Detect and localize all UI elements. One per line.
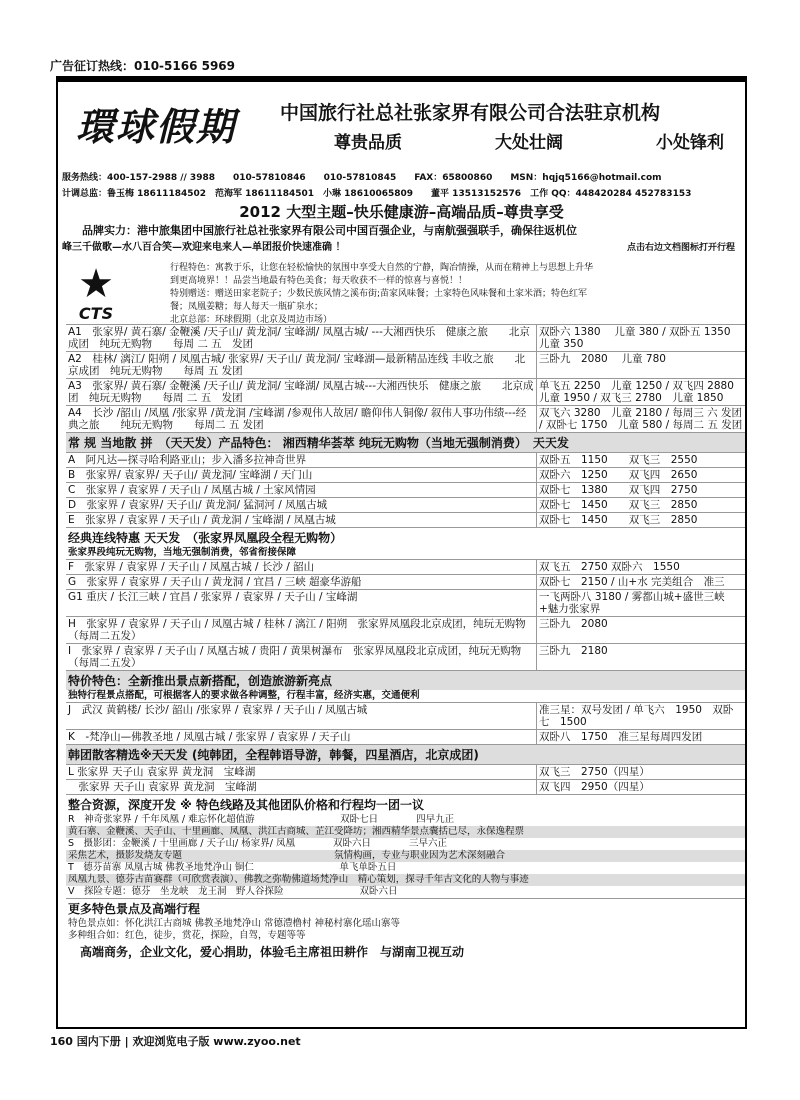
routes-list — [66, 324, 745, 961]
route-row: G1 重庆 / 长江三峡 / 宜昌 / 张家界 / 袁家界 / 天子山 / 宝峰湖 一飞两卧八 3180 / 雾都山城+盛世三峡+魅力张家界 — [66, 589, 745, 616]
logo: 環球假期 — [76, 104, 237, 149]
feature-line: 餐；凤凰姜糖；每人每天一瓶矿泉水； — [170, 302, 324, 312]
cts-text: CTS — [78, 304, 114, 323]
more-line: 特色景点如：怀化洪江古商城 佛教圣地梵净山 常德澧橹村 神秘村寨化瑶山寨等 — [68, 918, 401, 929]
more-line: 多种组合如：红色，徒步，赏花，探险，自驾，专题等等 — [68, 930, 306, 941]
company-name: 中国旅行社总社张家界有限公司合法驻京机构 — [280, 102, 661, 124]
open-itinerary-link[interactable]: 点击右边文档图标打开行程 — [626, 243, 735, 253]
section-title: 韩团散客精选※天天发 (纯韩团，全程韩语导游，韩餐，四星酒店，北京成团) — [66, 744, 745, 764]
route-row: F 张家界 / 袁家界 / 天子山 / 凤凰古城 / 长沙 / 韶山 双飞五 2750 双卧六 1550 — [66, 559, 745, 574]
route-row: C 张家界 / 袁家界 / 天子山 / 凤凰古城 / 土家风情园 双卧七 1380 双飞四 2750 — [66, 482, 745, 497]
route-row: 张家界 天子山 袁家界 黄龙洞 宝峰湖 双飞四 2950（四星） — [66, 779, 745, 794]
page-footer: 160 国内下册 | 欢迎浏览电子版 www.zyoo.net — [50, 1035, 301, 1048]
top-rule — [58, 78, 745, 82]
route-row: A2 桂林/ 漓江/ 阳朔 / 凤凰古城/ 张家界/ 天子山/ 黄龙洞/ 宝峰湖—最新精品连线 丰收之旅 北京成团 纯玩无购物 每周 五 发团 三卧九 2080 儿童 780 — [66, 351, 745, 378]
integrate-line: 凤凰九景、德芬古苗赛群（可欣赏表演）、佛教之弥勒佛道场梵净山 精心策划，探寻千年古文化的人物与事迹 — [66, 874, 745, 886]
main-title: 2012 大型主题–快乐健康游–高端品质–尊贵享受 — [239, 203, 564, 221]
route-row: L 张家界 天子山 袁家界 黄龙洞 宝峰湖 双飞三 2750（四星） — [66, 764, 745, 779]
section-title: 经典连线特惠 天天发 （张家界凤凰段全程无购物） — [66, 527, 745, 547]
section-title: 整合资源，深度开发 ※ 特色线路及其他团队价格和行程均一团一议 — [66, 794, 745, 814]
feature-line: 到更高境界！！品尝当地最有特色美食；每天收获不一样的惊喜与喜悦！！ — [170, 276, 468, 286]
route-row: K -梵净山—佛教圣地 / 凤凰古城 / 张家界 / 袁家界 / 天子山 双卧八 1750 准三星每周四发团 — [66, 729, 745, 744]
bottom-slogan: 高端商务，企业文化，爱心捐助，体验毛主席祖田耕作 与湖南卫视互动 — [80, 945, 465, 959]
route-row: A 阿凡达—探寻哈利路亚山；步入潘多拉神奇世界 双卧五 1150 双飞三 2550 — [66, 452, 745, 467]
features-block — [170, 262, 740, 327]
integrate-line: 黄石寨、金鞭溪、天子山、十里画廊、凤凰、洪江古商城、芷江受降坊；湘西精华景点囊括已尽，永保逸程票 — [66, 826, 745, 838]
slogan-item: 大处壮阔 — [495, 133, 563, 153]
slogan — [334, 128, 724, 153]
route-row: A4 长沙 /韶山 /凤凰 /张家界 /黄龙洞 /宝峰湖 /参观伟人故居/ 瞻仰伟人铜像/ 叙伟人事功伟绩---经典之旅 纯玩无购物 每周二 五 发团 双飞六 3280 儿童 2180 / 每周三 六 发团 / 双卧七 1750 儿童 580 / 每周二 五 发团 — [66, 405, 745, 432]
integrate-line: V 探险专题：德芬 坐龙峡 龙王洞 野人谷探险 双卧六日 — [68, 886, 398, 897]
section-subtitle: 独特行程景点搭配，可根据客人的要求做各种调整，行程丰富，经济实惠，交通便利 — [68, 690, 420, 701]
brand-strength: 品牌实力：港中旅集团中国旅行社总社张家界有限公司中国百强企业，与南航强强联手，确保往返机位 — [82, 224, 577, 237]
feature-line: 特别赠送：赠送田家老院子；少数民族风情之溪布街;苗家风味餐；土家特色风味餐和土家米酒；特色红军 — [170, 289, 588, 299]
contact-row: 服务热线：400-157-2988 // 3988 010-57810846 010-57810845 FAX：65800860 MSN：hqjq5166@hotmail.com — [62, 173, 662, 183]
ad-frame — [56, 76, 747, 1029]
section-subtitle: 张家界段纯玩无购物，当地无强制消费，邻省衔接保障 — [68, 547, 297, 558]
route-row: G 张家界 / 袁家界 / 天子山 / 黄龙洞 / 宜昌 / 三峡 超豪华游船 双卧七 2150 / 山+水 完美组合 准三 — [66, 574, 745, 589]
slogan-item: 小处锋利 — [656, 133, 724, 153]
feature-line: 北京总部：环球假期（北京及周边市场） — [170, 315, 333, 325]
integrate-line: T 德芬苗寨 凤凰古城 佛教圣地梵净山 铜仁 单飞单卧五日 — [68, 862, 397, 873]
section-title: 更多特色景点及高端行程 — [66, 898, 745, 918]
route-row: A3 张家界/ 黄石寨/ 金鞭溪 /天子山/ 黄龙洞/ 宝峰湖/ 凤凰古城---大湘西快乐 健康之旅 北京成团 纯玩无购物 每周 二 五 发团 单飞五 2250 儿童 1250 / 双飞四 2880 儿童 1950 / 双飞三 2780 儿童 1850 — [68, 380, 745, 404]
section-title: 常 规 当地散 拼 （天天发）产品特色： 湘西精华荟萃 纯玩无购物（当地无强制消费） 天天发 — [66, 432, 745, 452]
slogan-item: 尊贵品质 — [334, 133, 402, 153]
cts-logo — [68, 261, 124, 323]
section-title: 特价特色：全新推出景点新搭配，创造旅游新亮点 — [66, 670, 745, 690]
route-row: I 张家界 / 袁家界 / 天子山 / 凤凰古城 / 贵阳 / 黄果树瀑布 张家界凤凰段北京成团，纯玩无购物（每周二五发） 三卧九 2180 — [66, 643, 745, 670]
route-row: J 武汉 黄鹤楼/ 长沙/ 韶山 /张家界 / 袁家界 / 天子山 / 凤凰古城 准三星：双号发团 / 单飞六 1950 双卧七 1500 — [66, 702, 745, 729]
route-row: H 张家界 / 袁家界 / 天子山 / 凤凰古城 / 桂林 / 漓江 / 阳朔 张家界凤凰段北京成团，纯玩无购物（每周二五发） 三卧九 2080 — [66, 616, 745, 643]
route-row: D 张家界 / 袁家界/ 天子山/ 黄龙洞/ 猛洞河 / 凤凰古城 双卧七 1450 双飞三 2850 — [66, 497, 745, 512]
route-row: B 张家界/ 袁家界/ 天子山/ 黄龙洞/ 宝峰湖 / 天门山 双卧六 1250 双飞四 2650 — [66, 467, 745, 482]
integrate-line: R 神奇张家界 / 千年凤凰 / 难忘怀化超值游 双卧七日 四早九正 — [68, 814, 455, 825]
route-row: E 张家界 / 袁家界 / 天子山 / 黄龙洞 / 宝峰湖 / 凤凰古城 双卧七 1450 双飞三 2850 — [66, 512, 745, 527]
integrate-line: S 摄影团：金鞭溪 / 十里画廊 / 天子山/ 杨家界/ 凤凰 双卧六日 三早六正 — [68, 838, 447, 849]
route-row: A1 张家界/ 黄石寨/ 金鞭溪 /天子山/ 黄龙洞/ 宝峰湖/ 凤凰古城/ ---大湘西快乐 健康之旅 北京成团 纯玩无购物 每周 二 五 发团 双卧六 1380 儿童 380 / 双卧五 1350 儿童 350 — [68, 326, 745, 350]
tagline: 峰三千做歌—水八百合笑—欢迎来电来人—单团报价快速准确 ！ — [62, 242, 346, 253]
feature-line: 行程特色：寓教于乐，让您在轻松愉快的氛围中享受大自然的宁静，陶冶情操，从而在精神上与思想上升华 — [170, 263, 594, 273]
integrate-line: 采焦艺术，摄影发烧友专题 氛情构画，专业与职业因为艺术深刻融合 — [66, 850, 745, 862]
ad-hotline: 广告征订热线：010-5166 5969 — [50, 59, 236, 73]
contact-row: 计调总监：鲁玉梅 18611184502 范海军 18611184501 小琳 18610065809 董平 13513152576 工作 QQ：448420284 452783153 — [62, 189, 692, 199]
star-icon: ★ — [78, 261, 114, 307]
